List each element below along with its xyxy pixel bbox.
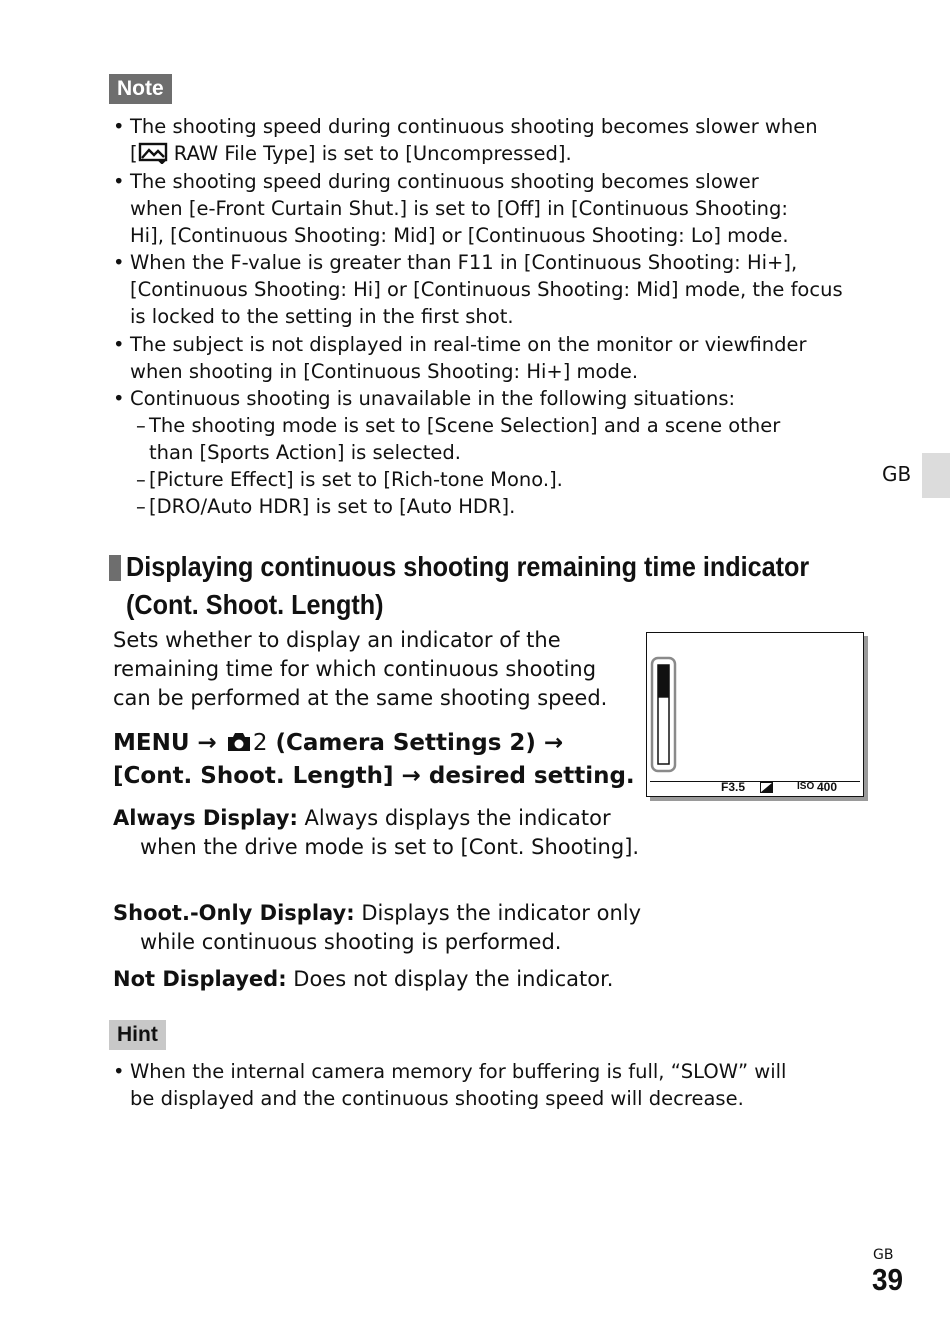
option-shoot-only-display xyxy=(113,899,643,957)
menu-target: desired setting. xyxy=(428,762,635,789)
page-number: 39 xyxy=(872,1262,904,1297)
option-always-display xyxy=(113,804,643,862)
arrow-icon: → xyxy=(543,730,564,756)
footer-region: GB xyxy=(873,1247,894,1263)
section-intro: Sets whether to display an indicator of the remaining time for which continuous shooting can be performed at the same shooting speed. xyxy=(113,628,608,710)
settings-name: (Camera Settings 2) xyxy=(275,730,536,756)
hint-item-1-text: When the internal camera memory for buffering is full, “SLOW” will be displayed and the continuous shooting speed will decrease. xyxy=(130,1060,787,1111)
note-item-3-text: When the F-value is greater than F11 in [Continuous Shooting: Hi+], [Continuous Shooting: Hi] or [Continuous Shooting: Mid] mode, the focus is locked to the setting in the first shot. xyxy=(130,251,843,329)
note-subitem-2: – [Picture Effect] is set to [Rich-tone Mono.]. xyxy=(136,466,826,493)
option-desc: Displays the indicator only while continuous shooting is performed. xyxy=(140,901,642,954)
heading-bar xyxy=(109,555,121,581)
note-subitem-1-text: The shooting mode is set to [Scene Selection] and a scene other than [Sports Action] is selected. xyxy=(149,414,781,465)
option-name: Not Displayed: xyxy=(113,967,287,991)
remaining-time-indicator xyxy=(650,656,680,774)
option-desc: Always displays the indicator when the drive mode is set to [Cont. Shooting]. xyxy=(140,806,640,859)
exposure-comp-icon xyxy=(760,782,773,793)
raw-image-icon xyxy=(138,142,168,164)
note-item-5-text: Continuous shooting is unavailable in the following situations: xyxy=(130,387,736,410)
fvalue-readout: F3.5 xyxy=(721,780,746,794)
note-subitem-3: – [DRO/Auto HDR] is set to [Auto HDR]. xyxy=(136,493,826,520)
note-item-1-pre: The shooting speed during continuous shooting becomes slower when [ xyxy=(130,115,818,166)
side-region-label: GB xyxy=(882,462,912,486)
hint-label: Hint xyxy=(109,1020,166,1050)
option-desc: Does not display the indicator. xyxy=(293,967,614,991)
note-item-5: • Continuous shooting is unavailable in the following situations: xyxy=(113,385,863,412)
option-name: Always Display: xyxy=(113,806,298,830)
camera-icon xyxy=(225,731,253,753)
hint-item-1: • When the internal camera memory for buffering is full, “SLOW” will be displayed and the continuous shooting speed will decrease. xyxy=(113,1058,813,1112)
note-item-4: • The subject is not displayed in real-time on the monitor or viewfinder when shooting in [Continuous Shooting: Hi+] mode. xyxy=(113,331,863,385)
note-label: Note xyxy=(109,74,172,104)
note-item-3: • When the F-value is greater than F11 in [Continuous Shooting: Hi+], [Continuous Shooting: Hi] or [Continuous Shooting: Mid] mode, the focus is locked to the setting in the first shot. xyxy=(113,249,853,331)
note-subitem-2-text: [Picture Effect] is set to [Rich-tone Mono.]. xyxy=(149,468,563,491)
note-item-1: • The shooting speed during continuous shooting becomes slower when [ RAW File Type] is set to [Uncompressed]. xyxy=(113,115,818,166)
indicator-fill xyxy=(658,665,669,698)
note-item-4-text: The subject is not displayed in real-time on the monitor or viewfinder when shooting in [Continuous Shooting: Hi+] mode. xyxy=(130,333,807,384)
menu-item-name: [Cont. Shoot. Length] xyxy=(113,762,394,789)
option-not-displayed xyxy=(113,965,643,994)
iso-value: 400 xyxy=(817,780,838,794)
arrow-icon: → xyxy=(197,730,217,756)
section-title: Displaying continuous shooting remaining time indicator (Cont. Shoot. Length) xyxy=(126,551,810,620)
settings-number: 2 xyxy=(252,730,268,756)
note-item-1-post: RAW File Type] is set to [Uncompressed]. xyxy=(167,142,572,166)
iso-label: ISO xyxy=(797,781,815,792)
menu-word: MENU xyxy=(113,730,190,756)
note-subitem-3-text: [DRO/Auto HDR] is set to [Auto HDR]. xyxy=(149,495,516,518)
note-item-2: • The shooting speed during continuous shooting becomes slower when [e-Front Curtain Shut.] is set to [Off] in [Continuous Shooting: Hi], [Continuous Shooting: Mid] or [Continuous Shooting: Lo] mode. xyxy=(113,168,793,250)
note-item-2-text: The shooting speed during continuous shooting becomes slower when [e-Front Curtain Shut.] is set to [Off] in [Continuous Shooting: Hi], [Continuous Shooting: Mid] or [Continuous Shooting: Lo] mode. xyxy=(130,170,789,248)
arrow-icon: → xyxy=(401,762,421,789)
side-tab xyxy=(922,453,950,498)
option-name: Shoot.-Only Display: xyxy=(113,901,355,925)
menu-path xyxy=(113,727,643,792)
note-subitem-1: – The shooting mode is set to [Scene Selection] and a scene other than [Sports Action] is selected. xyxy=(136,412,826,466)
